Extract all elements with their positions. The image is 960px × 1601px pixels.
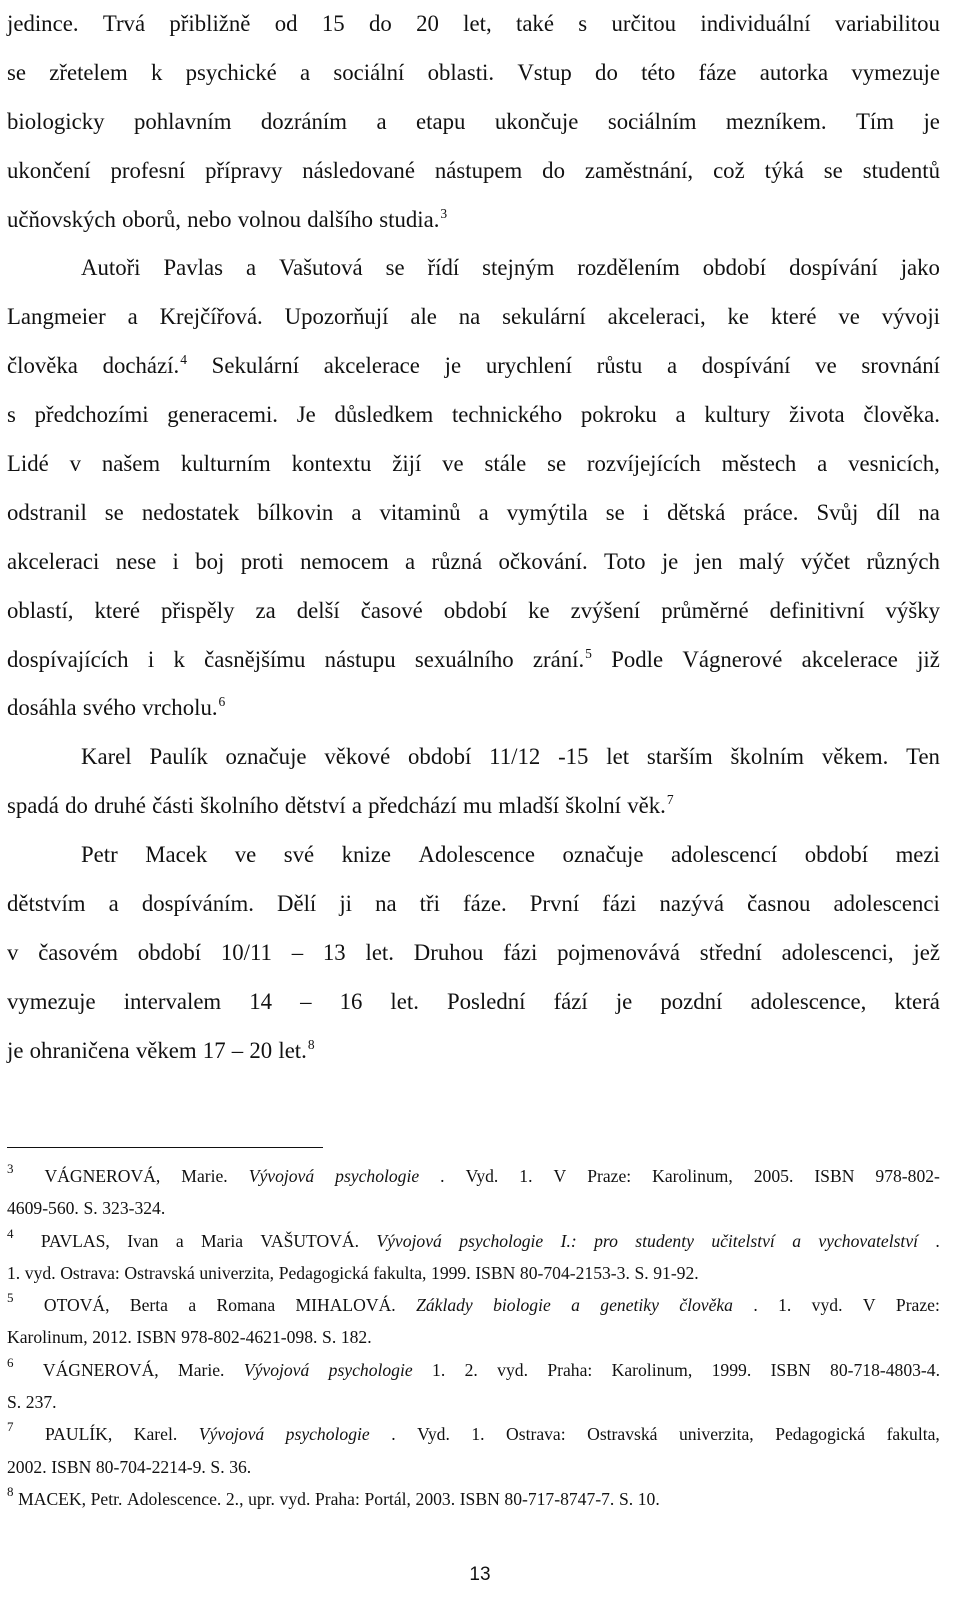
page-number: 13 [469,1564,491,1585]
paragraph [7,0,940,244]
text-line: člověka dochází.$^4$ Sekulární akcelerace je urychlení růstu a dospívání ve srovnání [7,352,940,379]
text-line: jedince. Trvá přibližně od 15 do 20 let, také s určitou individuální variabilitou [7,11,940,36]
footnote-line: 6 VÁGNEROVÁ, Marie. Vývojová psychologie 1. 2. vyd. Praha: Karolinum, 1999. ISBN 80-718-4803-4. [7,1354,940,1386]
text-line: dětstvím a dospíváním. Dělí ji na tři fáze. První fázi nazývá časnou adolescenci [7,891,940,917]
text-line: dospívajících i k časnějšímu nástupu sexuálního zrání.$^5$ Podle Vágnerové akcelerace již [7,645,940,672]
text-line: oblastí, které přispěly za delší časové období ke zvýšení průměrné definitivní výšky [7,597,940,623]
footnote [7,1289,940,1354]
text-line: s předchozími generacemi. Je důsledkem technického pokroku a kultury života člověka. [7,402,940,428]
footnote [7,1160,940,1225]
text-line: se zřetelem k psychické a sociální oblasti. Vstup do této fáze autorka vymezuje [7,59,940,85]
text-line: biologicky pohlavním dozráním a etapu ukončuje sociálním mezníkem. Tím je [7,108,940,134]
text-line: v časovém období 10/11 – 13 let. Druhou fázi pojmenovává střední adolescenci, jež [7,939,940,965]
footnote-reference: 5 [585,645,592,661]
paragraph [7,733,940,831]
text-line: Petr Macek ve své knize Adolescence označuje adolescencí období mezi [81,842,940,868]
text-line: Autoři Pavlas a Vašutová se řídí stejným rozdělením období dospívání jako [81,255,940,281]
footnote-reference: 4 [180,352,187,368]
footnote-divider [7,1147,323,1148]
footnote-line: Karolinum, 2012. ISBN 978-802-4621-098. S. 182. [7,1327,372,1348]
footnote [7,1483,940,1515]
footnote-number: 3 [7,1161,14,1176]
footnote-reference: 3 [440,205,448,221]
footnote-line: 5 OTOVÁ, Berta a Romana MIHALOVÁ. Základy biologie a genetiky člověka . 1. vyd. V Praze: [7,1289,940,1321]
footnotes [7,1160,940,1515]
footnote [7,1354,940,1419]
footnote-line: 3 VÁGNEROVÁ, Marie. Vývojová psychologie . Vyd. 1. V Praze: Karolinum, 2005. ISBN 978-802- [7,1160,940,1192]
footnote [7,1418,940,1483]
text-line: odstranil se nedostatek bílkovin a vitaminů a vymýtila se i dětská práce. Svůj díl na [7,499,940,525]
footnote-line: S. 237. [7,1392,57,1413]
text-line: spadá do druhé části školního dětství a předchází mu mladší školní věk.$^7$ [7,792,674,819]
main-text [7,0,940,1076]
footnote-line: 8 MACEK, Petr. Adolescence. 2., upr. vyd. Praha: Portál, 2003. ISBN 80-717-8747-7. S. 10. [7,1483,940,1515]
footnote-number: 4 [7,1225,14,1241]
text-line: Langmeier a Krejčířová. Upozorňují ale na sekulární akceleraci, ke které ve vývoji [7,304,940,330]
footnote-line: 4609-560. S. 323-324. [7,1198,166,1219]
footnote-line: 4 PAVLAS, Ivan a Maria VAŠUTOVÁ. Vývojová psychologie I.: pro studenty učitelství a vychovatelství . [7,1225,940,1257]
footnote [7,1225,940,1290]
footnote-number: 8 [7,1483,14,1499]
paragraph [7,244,940,733]
text-line: vymezuje intervalem 14 – 16 let. Poslední fází je pozdní adolescence, která [7,988,940,1014]
text-line: je ohraničena věkem 17 – 20 let.$^8$ [7,1036,315,1063]
footnote-reference: 8 [307,1036,315,1052]
footnote-line: 1. vyd. Ostrava: Ostravská univerzita, Pedagogická fakulta, 1999. ISBN 80-704-2153-3. S. 91-92. [7,1262,699,1283]
text-line: akceleraci nese i boj proti nemocem a různá očkování. Toto je jen malý výčet různých [7,548,940,574]
footnote-reference: 7 [666,792,674,808]
footnote-reference: 6 [218,694,226,710]
text-line: ukončení profesní přípravy následované nástupem do zaměstnání, což týká se studentů [7,157,940,183]
footnote-number: 6 [7,1354,14,1370]
paragraph [7,831,940,1075]
footnote-line: 2002. ISBN 80-704-2214-9. S. 36. [7,1456,252,1477]
footnote-number: 7 [7,1419,14,1435]
text-line: učňovských oborů, nebo volnou dalšího studia.$^3$ [7,205,448,232]
text-line: Karel Paulík označuje věkové období 11/12 -15 let starším školním věkem. Ten [81,744,940,770]
text-line: dosáhla svého vrcholu.$^6$ [7,694,226,721]
text-line: Lidé v našem kulturním kontextu žijí ve stále se rozvíjejících městech a vesnicích, [7,451,940,477]
footnote-line: 7 PAULÍK, Karel. Vývojová psychologie . Vyd. 1. Ostrava: Ostravská univerzita, Pedagogická fakulta, [7,1418,940,1450]
footnote-number: 5 [7,1290,14,1306]
